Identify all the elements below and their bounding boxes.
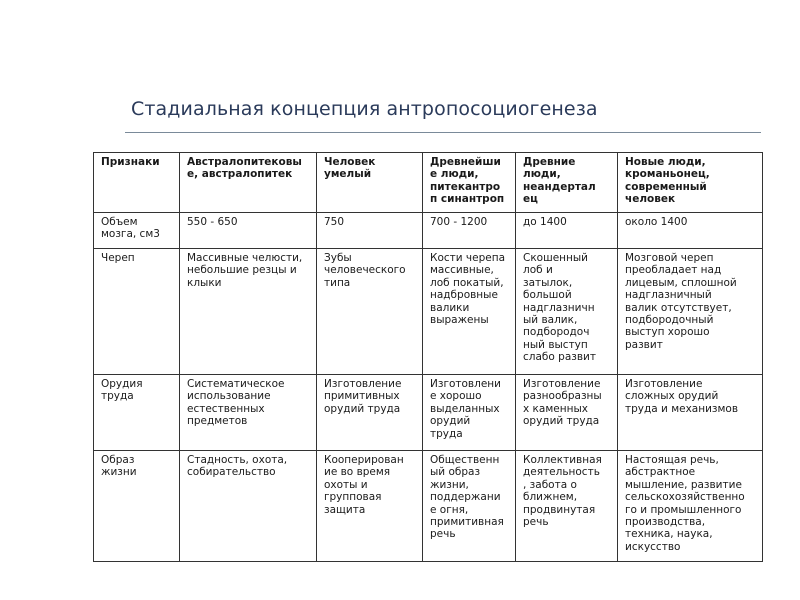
table-cell: Изготовление примитивных орудий труда xyxy=(317,375,423,451)
header-cell: Древние люди, неандертал ец xyxy=(516,153,618,213)
table-cell: Стадность, охота, собирательство xyxy=(180,451,317,562)
table-cell: Общественн ый образ жизни, поддержани е огня, примитивная речь xyxy=(423,451,516,562)
table-row xyxy=(94,213,763,249)
table-cell: около 1400 xyxy=(618,213,763,249)
row-label: Орудия труда xyxy=(94,375,180,451)
table-cell: Изготовление сложных орудий труда и механизмов xyxy=(618,375,763,451)
table-cell: 750 xyxy=(317,213,423,249)
table-cell: Изготовление разнообразны х каменных орудий труда xyxy=(516,375,618,451)
table-row xyxy=(94,451,763,562)
row-label: Объем мозга, см3 xyxy=(94,213,180,249)
row-label: Образ жизни xyxy=(94,451,180,562)
table-cell: Мозговой череп преобладает над лицевым, сплошной надглазничный валик отсутствует, подбородочный выступ хорошо развит xyxy=(618,249,763,375)
table-header-row xyxy=(94,153,763,213)
header-cell: Древнейши е люди, питекантро п синантроп xyxy=(423,153,516,213)
table-cell: Скошенный лоб и затылок, большой надглазничн ый валик, подбородоч ный выступ слабо развит xyxy=(516,249,618,375)
table-cell: до 1400 xyxy=(516,213,618,249)
table-cell: Массивные челюсти, небольшие резцы и клыки xyxy=(180,249,317,375)
slide-title: Стадиальная концепция антропосоциогенеза xyxy=(131,98,598,120)
row-label: Череп xyxy=(94,249,180,375)
table-cell: 700 - 1200 xyxy=(423,213,516,249)
title-divider xyxy=(125,132,761,133)
anthropogenesis-table xyxy=(93,152,763,562)
table-row xyxy=(94,375,763,451)
table-cell: Систематическое использование естественных предметов xyxy=(180,375,317,451)
table-cell: Коллективная деятельность , забота о ближнем, продвинутая речь xyxy=(516,451,618,562)
header-cell: Человек умелый xyxy=(317,153,423,213)
table-cell: Настоящая речь, абстрактное мышление, развитие сельскохозяйственно го и промышленного производства, техника, наука, искусство xyxy=(618,451,763,562)
table-cell: 550 - 650 xyxy=(180,213,317,249)
header-cell: Признаки xyxy=(94,153,180,213)
table-cell: Кости черепа массивные, лоб покатый, надбровные валики выражены xyxy=(423,249,516,375)
table-cell: Кооперирован ие во время охоты и групповая защита xyxy=(317,451,423,562)
header-cell: Новые люди, кроманьонец, современный человек xyxy=(618,153,763,213)
table-row xyxy=(94,249,763,375)
table-cell: Зубы человеческого типа xyxy=(317,249,423,375)
header-cell: Австралопитековы е, австралопитек xyxy=(180,153,317,213)
table-cell: Изготовлени е хорошо выделанных орудий труда xyxy=(423,375,516,451)
